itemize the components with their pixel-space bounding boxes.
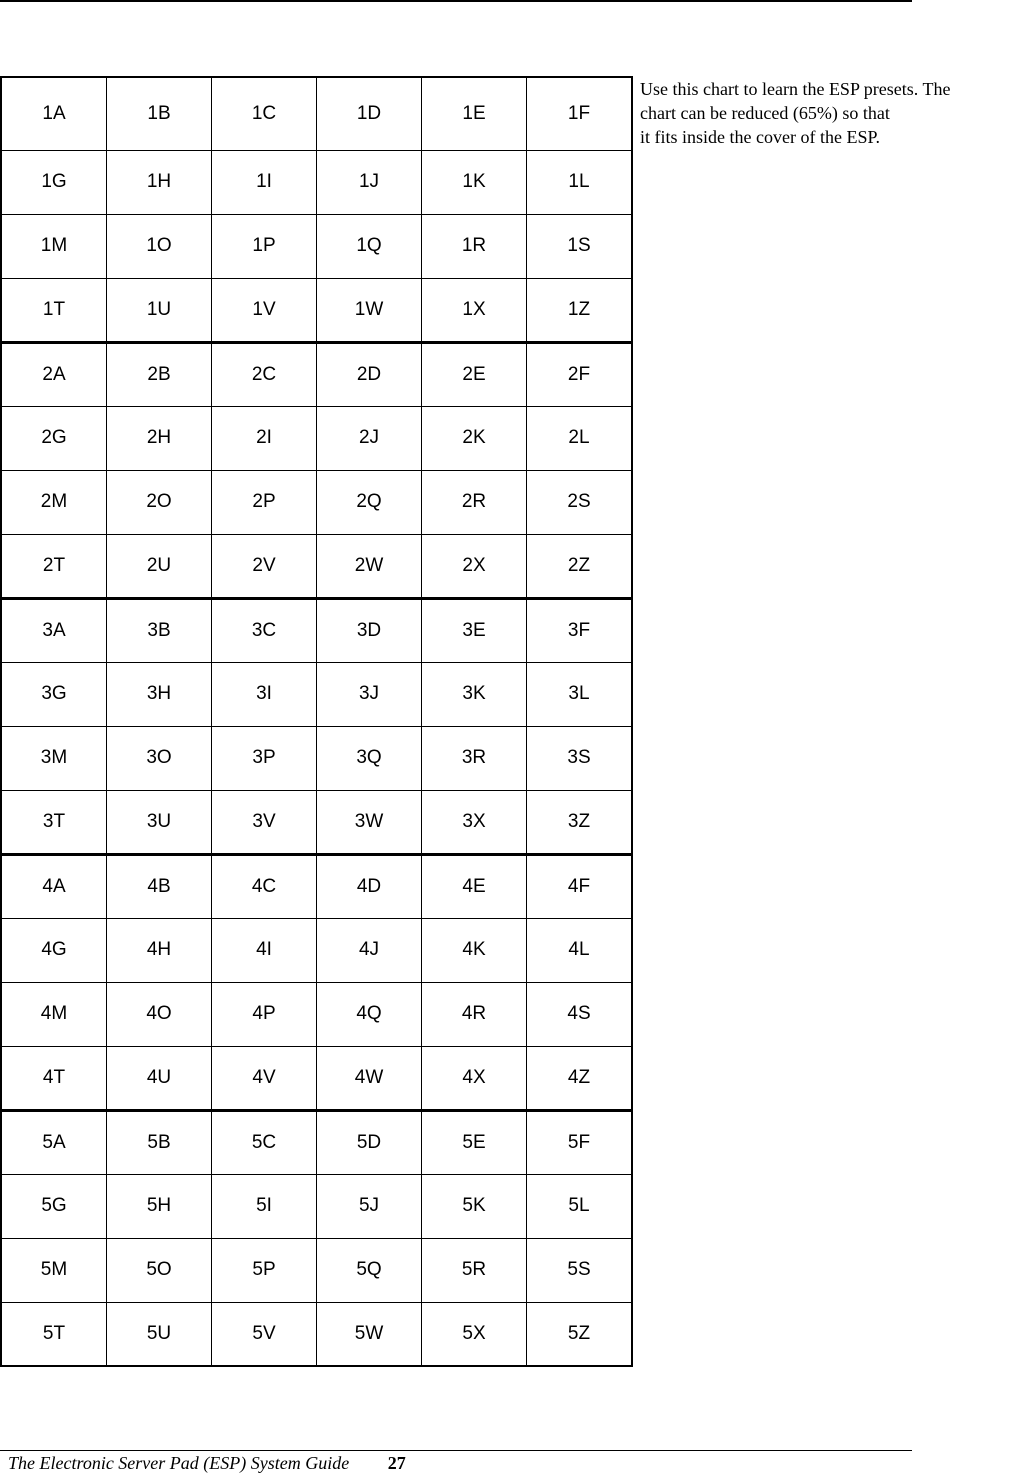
preset-cell: 4U [107, 1046, 212, 1110]
usage-note-line: it fits inside the cover of the ESP. [640, 127, 880, 147]
preset-cell: 3W [317, 790, 422, 854]
preset-cell: 5J [317, 1174, 422, 1238]
preset-cell: 5O [107, 1238, 212, 1302]
preset-row [1, 1110, 632, 1174]
preset-cell: 3C [212, 598, 317, 662]
preset-row [1, 214, 632, 278]
preset-cell: 2J [317, 406, 422, 470]
preset-cell: 2E [422, 342, 527, 406]
preset-cell: 5A [1, 1110, 107, 1174]
preset-cell: 4B [107, 854, 212, 918]
preset-cell: 4L [527, 918, 633, 982]
preset-cell: 3J [317, 662, 422, 726]
preset-cell: 5S [527, 1238, 633, 1302]
preset-cell: 3V [212, 790, 317, 854]
preset-cell: 2X [422, 534, 527, 598]
preset-cell: 4S [527, 982, 633, 1046]
preset-cell: 4F [527, 854, 633, 918]
preset-cell: 2Z [527, 534, 633, 598]
footer-rule [0, 1450, 912, 1451]
preset-row [1, 278, 632, 342]
preset-cell: 3I [212, 662, 317, 726]
preset-cell: 2O [107, 470, 212, 534]
footer-title: The Electronic Server Pad (ESP) System Guide [8, 1453, 350, 1473]
preset-row [1, 470, 632, 534]
preset-cell: 4Z [527, 1046, 633, 1110]
preset-cell: 2V [212, 534, 317, 598]
preset-row [1, 342, 632, 406]
preset-cell: 2F [527, 342, 633, 406]
preset-cell: 1J [317, 150, 422, 214]
preset-cell: 5W [317, 1302, 422, 1366]
preset-row [1, 662, 632, 726]
preset-cell: 1A [1, 77, 107, 150]
preset-cell: 2H [107, 406, 212, 470]
preset-cell: 3A [1, 598, 107, 662]
preset-cell: 4O [107, 982, 212, 1046]
preset-cell: 3B [107, 598, 212, 662]
preset-cell: 3O [107, 726, 212, 790]
preset-cell: 2P [212, 470, 317, 534]
preset-cell: 1I [212, 150, 317, 214]
preset-cell: 1H [107, 150, 212, 214]
usage-note-line: Use this chart to learn the ESP presets. The [640, 79, 951, 99]
preset-row [1, 150, 632, 214]
top-rule [0, 0, 912, 2]
preset-cell: 4G [1, 918, 107, 982]
preset-cell: 1E [422, 77, 527, 150]
preset-row [1, 854, 632, 918]
preset-cell: 4C [212, 854, 317, 918]
preset-cell: 1F [527, 77, 633, 150]
preset-cell: 4P [212, 982, 317, 1046]
preset-cell: 5V [212, 1302, 317, 1366]
preset-cell: 4A [1, 854, 107, 918]
preset-cell: 4K [422, 918, 527, 982]
preset-row [1, 77, 632, 150]
preset-row [1, 918, 632, 982]
preset-cell: 3U [107, 790, 212, 854]
preset-cell: 3K [422, 662, 527, 726]
preset-cell: 4V [212, 1046, 317, 1110]
usage-note [640, 77, 1016, 149]
preset-row [1, 1046, 632, 1110]
preset-cell: 2R [422, 470, 527, 534]
preset-cell: 2S [527, 470, 633, 534]
preset-cell: 1S [527, 214, 633, 278]
preset-row [1, 726, 632, 790]
preset-cell: 5B [107, 1110, 212, 1174]
preset-cell: 1M [1, 214, 107, 278]
preset-cell: 1Q [317, 214, 422, 278]
preset-cell: 1Z [527, 278, 633, 342]
preset-cell: 3D [317, 598, 422, 662]
preset-cell: 4W [317, 1046, 422, 1110]
preset-cell: 1U [107, 278, 212, 342]
preset-cell: 2M [1, 470, 107, 534]
preset-cell: 2U [107, 534, 212, 598]
preset-cell: 1C [212, 77, 317, 150]
preset-cell: 4J [317, 918, 422, 982]
preset-cell: 1B [107, 77, 212, 150]
preset-cell: 5L [527, 1174, 633, 1238]
preset-cell: 5H [107, 1174, 212, 1238]
preset-cell: 4X [422, 1046, 527, 1110]
preset-cell: 3P [212, 726, 317, 790]
preset-cell: 5Z [527, 1302, 633, 1366]
preset-row [1, 982, 632, 1046]
preset-cell: 5F [527, 1110, 633, 1174]
preset-cell: 4H [107, 918, 212, 982]
preset-cell: 5E [422, 1110, 527, 1174]
preset-cell: 2G [1, 406, 107, 470]
preset-cell: 5X [422, 1302, 527, 1366]
preset-cell: 2K [422, 406, 527, 470]
preset-cell: 3Z [527, 790, 633, 854]
preset-cell: 1V [212, 278, 317, 342]
preset-cell: 3M [1, 726, 107, 790]
preset-cell: 1P [212, 214, 317, 278]
preset-cell: 2A [1, 342, 107, 406]
preset-cell: 1T [1, 278, 107, 342]
preset-cell: 2B [107, 342, 212, 406]
page-footer [8, 1453, 406, 1474]
preset-cell: 5K [422, 1174, 527, 1238]
preset-cell: 5T [1, 1302, 107, 1366]
preset-cell: 3X [422, 790, 527, 854]
preset-cell: 1R [422, 214, 527, 278]
preset-cell: 1O [107, 214, 212, 278]
preset-row [1, 1174, 632, 1238]
preset-row [1, 1302, 632, 1366]
preset-row [1, 406, 632, 470]
preset-cell: 3R [422, 726, 527, 790]
preset-cell: 3E [422, 598, 527, 662]
preset-cell: 1W [317, 278, 422, 342]
preset-cell: 3H [107, 662, 212, 726]
preset-cell: 3G [1, 662, 107, 726]
preset-cell: 4D [317, 854, 422, 918]
preset-cell: 5U [107, 1302, 212, 1366]
preset-cell: 3T [1, 790, 107, 854]
preset-cell: 5D [317, 1110, 422, 1174]
preset-row [1, 790, 632, 854]
preset-cell: 4I [212, 918, 317, 982]
preset-cell: 5I [212, 1174, 317, 1238]
preset-cell: 2T [1, 534, 107, 598]
preset-row [1, 1238, 632, 1302]
preset-cell: 5M [1, 1238, 107, 1302]
preset-cell: 5G [1, 1174, 107, 1238]
preset-cell: 2I [212, 406, 317, 470]
preset-cell: 4T [1, 1046, 107, 1110]
preset-cell: 1G [1, 150, 107, 214]
preset-cell: 2D [317, 342, 422, 406]
preset-cell: 4M [1, 982, 107, 1046]
preset-cell: 5Q [317, 1238, 422, 1302]
preset-chart-table [0, 76, 633, 1367]
preset-cell: 2C [212, 342, 317, 406]
preset-cell: 4Q [317, 982, 422, 1046]
preset-cell: 3L [527, 662, 633, 726]
preset-cell: 4E [422, 854, 527, 918]
preset-cell: 2Q [317, 470, 422, 534]
preset-cell: 5C [212, 1110, 317, 1174]
preset-cell: 1X [422, 278, 527, 342]
preset-cell: 3F [527, 598, 633, 662]
preset-cell: 2L [527, 406, 633, 470]
preset-cell: 1L [527, 150, 633, 214]
preset-row [1, 598, 632, 662]
preset-cell: 1D [317, 77, 422, 150]
preset-cell: 4R [422, 982, 527, 1046]
preset-cell: 2W [317, 534, 422, 598]
usage-note-line: chart can be reduced (65%) so that [640, 103, 890, 123]
preset-cell: 3S [527, 726, 633, 790]
preset-cell: 1K [422, 150, 527, 214]
preset-cell: 5R [422, 1238, 527, 1302]
preset-row [1, 534, 632, 598]
preset-chart-body [1, 77, 632, 1366]
preset-cell: 3Q [317, 726, 422, 790]
page-number: 27 [387, 1453, 406, 1473]
preset-cell: 5P [212, 1238, 317, 1302]
